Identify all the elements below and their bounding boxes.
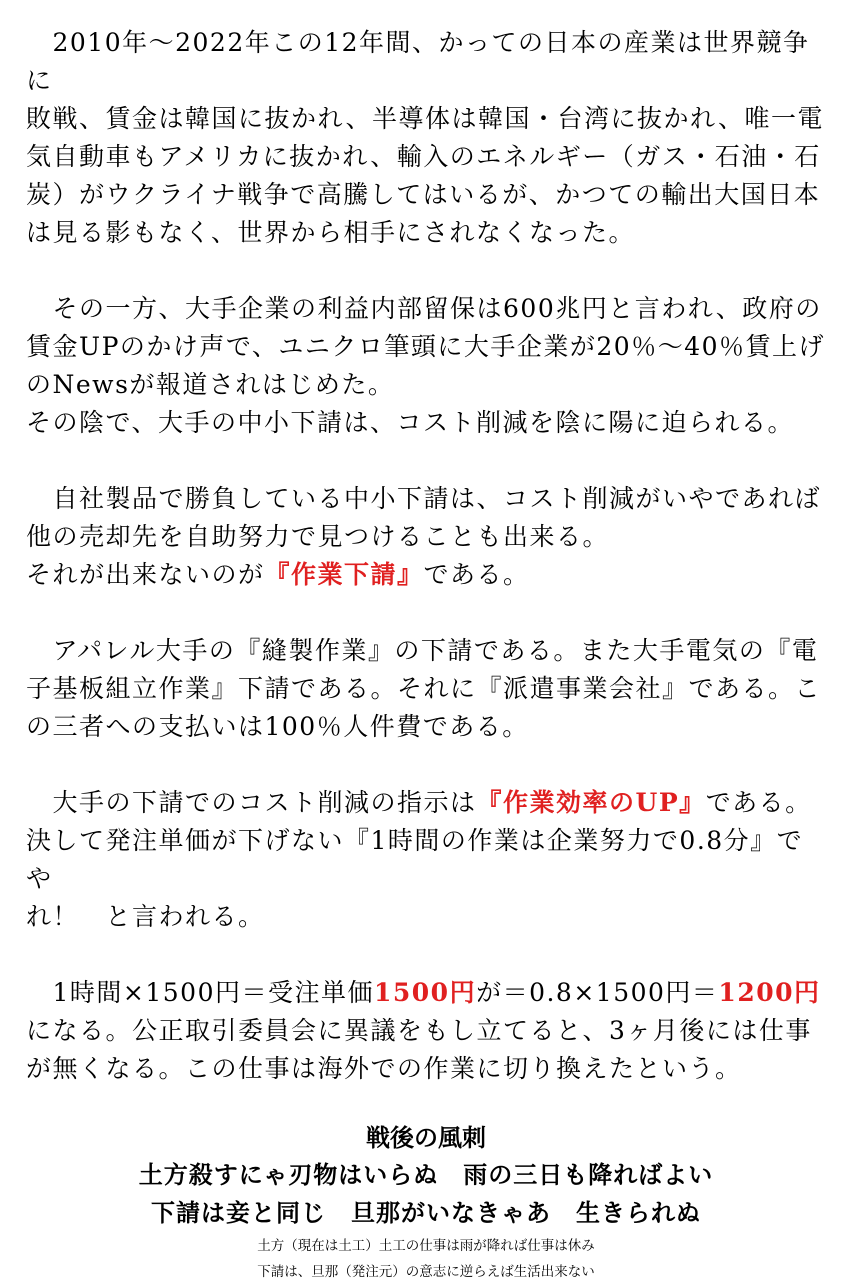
paragraph-2: [26, 290, 826, 442]
text-line: 他の売却先を自助努力で見つけることも出来る。: [26, 522, 610, 551]
text-line: 炭）がウクライナ戦争で高騰してはいるが、かつての輸出大国日本: [26, 180, 821, 209]
satire-verse-1: 土方殺すにゃ刃物はいらぬ 雨の三日も降ればよい: [138, 1160, 714, 1189]
paragraph-spacer: [26, 594, 826, 632]
text-line: [26, 556, 826, 594]
satire-verse-2: 下請は妾と同じ 旦那がいなきゃあ 生きられぬ: [151, 1198, 701, 1227]
text-line: その一方、大手企業の利益内部留保は600兆円と言われ、政府の: [26, 294, 822, 323]
text-line: は見る影もなく、世界から相手にされなくなった。: [26, 218, 636, 247]
text-line: のNewsが報道されはじめた。: [26, 370, 395, 399]
text-line: [26, 784, 826, 822]
text-line: 決して発注単価が下げない『1時間の作業は企業努力で0.8分』でや: [26, 826, 804, 893]
satire-title: 戦後の風刺: [366, 1123, 486, 1152]
text-segment: 1時間×1500円＝受注単価: [26, 978, 374, 1007]
document-page: [26, 24, 826, 1284]
paragraph-6: [26, 974, 826, 1088]
text-segment: である。: [705, 788, 812, 817]
highlighted-term: 『作業効率のUP』: [476, 788, 706, 817]
paragraph-5: [26, 784, 826, 936]
text-line: 敗戦、賃金は韓国に抜かれ、半導体は韓国・台湾に抜かれ、唯一電: [26, 104, 825, 133]
text-line: 自社製品で勝負している中小下請は、コスト削減がいやであれば: [26, 484, 822, 513]
text-line: が無くなる。この仕事は海外での作業に切り換えたという。: [26, 1054, 742, 1083]
text-line: アパレル大手の『縫製作業』の下請である。また大手電気の『電: [26, 636, 819, 665]
text-segment: それが出来ないのが: [26, 560, 265, 589]
text-segment: が＝0.8×1500円＝: [476, 978, 719, 1007]
text-line: 賃金UPのかけ声で、ユニクロ筆頭に大手企業が20％～40％賃上げ: [26, 332, 826, 361]
text-line: 2010年～2022年この12年間、かっての日本の産業は世界競争に: [26, 28, 810, 95]
paragraph-3: [26, 480, 826, 594]
text-line: の三者への支払いは100％人件費である。: [26, 712, 529, 741]
text-segment: 大手の下請でのコスト削減の指示は: [26, 788, 477, 817]
text-line: 子基板組立作業』下請である。それに『派遣事業会社』である。こ: [26, 674, 822, 703]
text-line: になる。公正取引委員会に異議をもし立てると、3ヶ月後には仕事: [26, 1016, 812, 1045]
text-line: 気自動車もアメリカに抜かれ、輸入のエネルギー（ガス・石油・石: [26, 142, 821, 171]
paragraph-spacer: [26, 936, 826, 974]
text-line: [26, 974, 826, 1012]
text-segment: である。: [423, 560, 530, 589]
paragraph-1: [26, 24, 826, 252]
highlighted-price: 1200円: [718, 978, 821, 1007]
paragraph-spacer: [26, 252, 826, 290]
text-line: その陰で、大手の中小下請は、コスト削減を陰に陽に迫られる。: [26, 408, 795, 437]
highlighted-term: 『作業下請』: [264, 560, 424, 589]
satire-section: [26, 1120, 826, 1284]
paragraph-spacer: [26, 746, 826, 784]
text-line: れ！ と言われる。: [26, 902, 265, 931]
paragraph-4: [26, 632, 826, 746]
highlighted-price: 1500円: [373, 978, 477, 1007]
paragraph-spacer: [26, 442, 826, 480]
satire-note-1: 土方（現在は土工）土工の仕事は雨が降れば仕事は休み: [257, 1238, 595, 1254]
satire-note-2: 下請は、旦那（発注元）の意志に逆らえば生活出来ない: [257, 1264, 595, 1280]
